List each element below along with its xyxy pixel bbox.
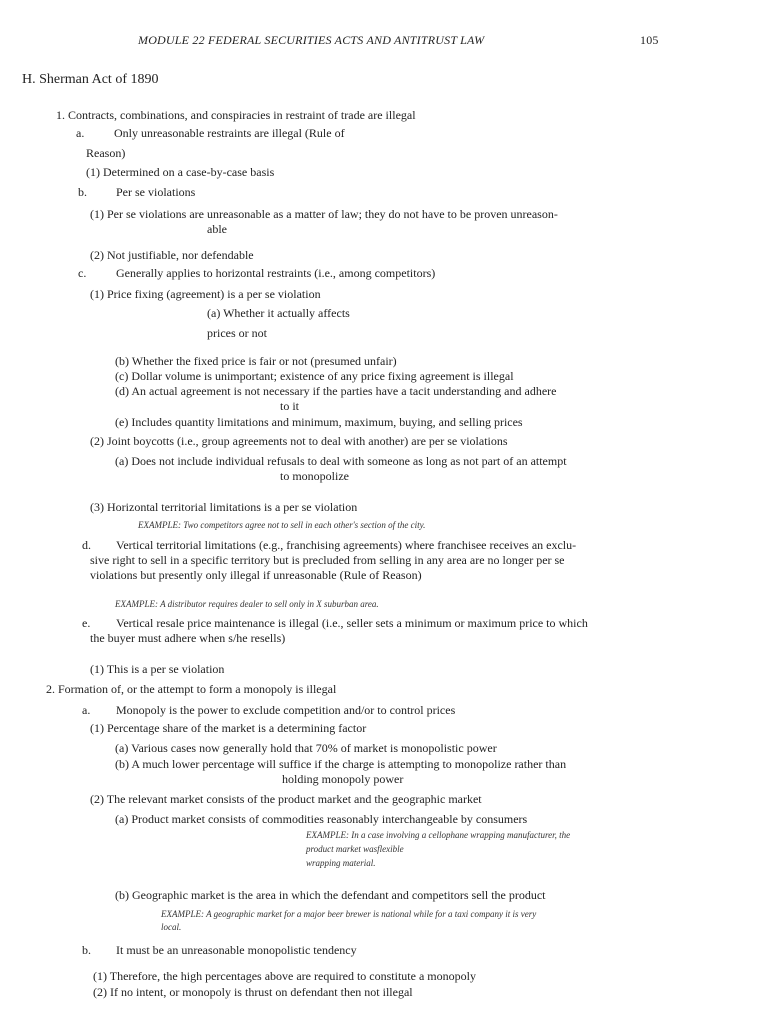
example-text: product market wasflexible bbox=[306, 844, 404, 854]
item-2a1b: (b) A much lower percentage will suffice if the charge is attempting to monopolize rather than bbox=[115, 757, 567, 771]
example-text: EXAMPLE: A distributor requires dealer to sell only in X suburban area. bbox=[115, 599, 379, 609]
item-2: 2. Formation of, or the attempt to form a monopoly is illegal bbox=[46, 682, 337, 696]
example-text: local. bbox=[161, 922, 182, 932]
item-2a2a: (a) Product market consists of commodities reasonably interchangeable by consumers bbox=[115, 812, 528, 826]
item-label: b. bbox=[78, 185, 87, 199]
item-2a1: (1) Percentage share of the market is a determining factor bbox=[90, 721, 367, 735]
item-1b2: (2) Not justifiable, nor defendable bbox=[90, 248, 254, 262]
page-number: 105 bbox=[640, 33, 659, 47]
item-label: c. bbox=[78, 266, 87, 280]
item-1c bbox=[78, 266, 435, 280]
example-text: EXAMPLE: Two competitors agree not to sell in each other's section of the city. bbox=[138, 520, 426, 530]
item-label: d. bbox=[82, 538, 91, 552]
item-2a2b: (b) Geographic market is the area in which the defendant and competitors sell the product bbox=[115, 888, 546, 902]
example-text: EXAMPLE: A geographic market for a major beer brewer is national while for a taxi company it is very bbox=[161, 909, 537, 919]
item-text: It must be an unreasonable monopolistic tendency bbox=[116, 943, 357, 957]
item-1b bbox=[78, 185, 195, 199]
item-1c1d: (d) An actual agreement is not necessary if the parties have a tacit understanding and adhere bbox=[115, 384, 557, 398]
item-1c2a: (a) Does not include individual refusals to deal with someone as long as not part of an attempt bbox=[115, 454, 567, 468]
item-2b1: (1) Therefore, the high percentages above are required to constitute a monopoly bbox=[93, 969, 476, 983]
item-label: e. bbox=[82, 616, 91, 630]
item-2b bbox=[82, 943, 357, 957]
item-2a bbox=[82, 703, 455, 717]
item-2a2: (2) The relevant market consists of the product market and the geographic market bbox=[90, 792, 482, 806]
item-1a1: (1) Determined on a case-by-case basis bbox=[86, 165, 275, 179]
item-1e1: (1) This is a per se violation bbox=[90, 662, 225, 676]
item-1d-cont2: violations but presently only illegal if unreasonable (Rule of Reason) bbox=[90, 568, 422, 582]
item-1a-cont: Reason) bbox=[86, 146, 126, 160]
item-1c1: (1) Price fixing (agreement) is a per se violation bbox=[90, 287, 321, 301]
item-label: a. bbox=[76, 126, 85, 140]
item-1d bbox=[82, 538, 576, 552]
item-1c2: (2) Joint boycotts (i.e., group agreements not to deal with another) are per se violations bbox=[90, 434, 508, 448]
item-2a1a: (a) Various cases now generally hold that 70% of market is monopolistic power bbox=[115, 741, 497, 755]
item-text: Only unreasonable restraints are illegal (Rule of bbox=[114, 126, 345, 140]
item-1a bbox=[76, 126, 345, 140]
item-text: Monopoly is the power to exclude competition and/or to control prices bbox=[116, 703, 456, 717]
example-text: EXAMPLE: In a case involving a cellophane wrapping manufacturer, the bbox=[306, 830, 571, 840]
item-1c1a-cont: prices or not bbox=[207, 326, 267, 340]
item-text: Vertical territorial limitations (e.g., franchising agreements) where franchisee receives an exclu- bbox=[116, 538, 577, 552]
item-1c1d-cont: to it bbox=[280, 399, 300, 413]
item-label: a. bbox=[82, 703, 91, 717]
item-text: Per se violations bbox=[116, 185, 196, 199]
running-header: MODULE 22 FEDERAL SECURITIES ACTS AND ANTITRUST LAW bbox=[138, 33, 485, 47]
section-title: H. Sherman Act of 1890 bbox=[22, 72, 159, 87]
item-1c2a-cont: to monopolize bbox=[280, 469, 349, 483]
item-label: b. bbox=[82, 943, 91, 957]
item-1c3: (3) Horizontal territorial limitations is a per se violation bbox=[90, 500, 358, 514]
item-2a1b-cont: holding monopoly power bbox=[282, 772, 404, 786]
item-1b1: (1) Per se violations are unreasonable as a matter of law; they do not have to be proven unreason- bbox=[90, 207, 558, 221]
example-text: wrapping material. bbox=[306, 858, 376, 868]
item-1: 1. Contracts, combinations, and conspiracies in restraint of trade are illegal bbox=[56, 108, 416, 122]
item-1b1-cont: able bbox=[207, 222, 227, 236]
item-1c1b: (b) Whether the fixed price is fair or not (presumed unfair) bbox=[115, 354, 397, 368]
item-1c1a: (a) Whether it actually affects bbox=[207, 306, 350, 320]
item-text: Vertical resale price maintenance is illegal (i.e., seller sets a minimum or maximum price to which bbox=[116, 616, 588, 630]
item-1d-cont1: sive right to sell in a specific territory but is precluded from selling in any area are no longer per se bbox=[90, 553, 565, 567]
item-2b2: (2) If no intent, or monopoly is thrust on defendant then not illegal bbox=[93, 985, 413, 999]
item-1e-cont: the buyer must adhere when s/he resells) bbox=[90, 631, 286, 645]
item-text: Generally applies to horizontal restraints (i.e., among competitors) bbox=[116, 266, 436, 280]
item-1e bbox=[82, 616, 588, 630]
item-1c1e: (e) Includes quantity limitations and minimum, maximum, buying, and selling prices bbox=[115, 415, 523, 429]
item-1c1c: (c) Dollar volume is unimportant; existence of any price fixing agreement is illegal bbox=[115, 369, 514, 383]
